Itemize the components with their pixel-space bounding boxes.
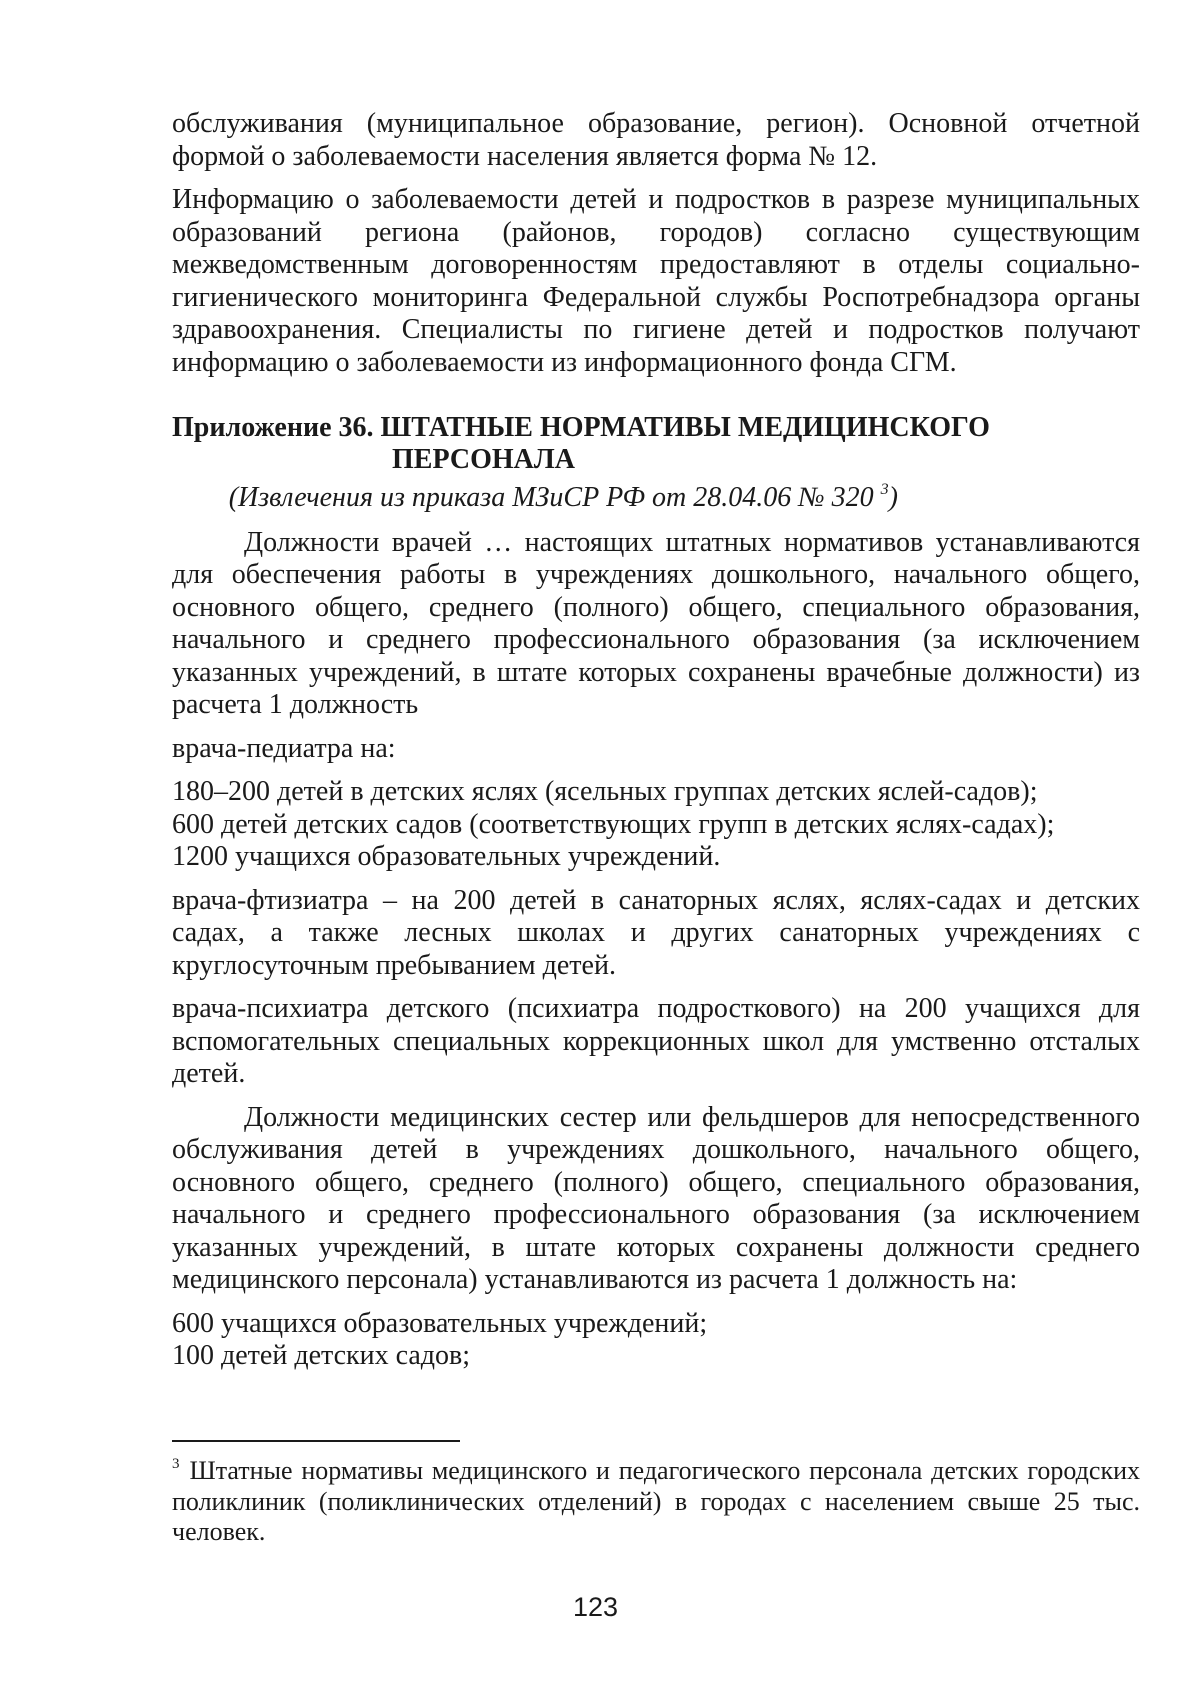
footnote-separator	[172, 1440, 460, 1442]
page-number: 123	[572, 1592, 619, 1622]
list-item: 600 учащихся образовательных учреждений;	[172, 1307, 708, 1339]
nurses-list	[172, 1308, 1140, 1373]
pediatrician-list	[172, 776, 1140, 874]
doctors-intro-paragraph: Должности врачей … настоящих штатных нормативов устанавливаются для обеспечения работы в учреждениях дошкольного, начального общего, основного общего, среднего (полного) общего, специального образования, начального и среднего профессионального образования (за исключением указанных учреждений, в штате которых сохранены врачебные должности) из расчета 1 должность	[172, 526, 1140, 720]
psychiatrist-paragraph: врача-психиатра детского (психиатра подросткового) на 200 учащихся для вспомогательных специальных коррекционных школ для умственно отсталых детей.	[172, 993, 1140, 1089]
footnote-mark: 3	[172, 1456, 180, 1472]
nurses-intro-paragraph: Должности медицинских сестер или фельдшеров для непосредственного обслуживания детей в учреждениях дошкольного, начального общего, основного общего, среднего (полного) общего, специального образования, начального и среднего профессионального образования (за исключением указанных учреждений, в штате которых сохранены должности среднего медицинского персонала) устанавливаются из расчета 1 должность на:	[172, 1101, 1140, 1295]
footnote	[172, 1456, 1140, 1548]
document-body	[172, 108, 1140, 1384]
appendix-heading-line1: Приложение 36. ШТАТНЫЕ НОРМАТИВЫ МЕДИЦИНСКОГО	[172, 412, 990, 443]
source-citation	[172, 482, 1140, 515]
list-item: 100 детей детских садов;	[172, 1340, 471, 1371]
list-item: 180–200 детей в детских яслях (ясельных группах детских яслей-садов);	[172, 776, 1038, 807]
source-citation-text: (Извлечения из приказа МЗиСР РФ от 28.04.06 № 320	[228, 482, 881, 513]
footnote-reference: 3	[880, 481, 889, 498]
pediatrician-label: врача-педиатра на:	[172, 732, 396, 764]
list-item: 1200 учащихся образовательных учреждений.	[172, 841, 721, 872]
footnote-text: Штатные нормативы медицинского и педагогического персонала детских городских поликлиник (поликлинических отделений) в городах с населением свыше 25 тыс. человек.	[172, 1456, 1140, 1546]
phthisiatrician-paragraph: врача-фтизиатра – на 200 детей в санаторных яслях, яслях-садах и детских садах, а также лесных школах и других санаторных учреждениях с круглосуточным пребыванием детей.	[172, 884, 1140, 981]
source-citation-close: )	[888, 482, 898, 513]
paragraph-continuation: обслуживания (муниципальное образование, регион). Основной отчетной формой о заболеваемости населения является форма № 12.	[172, 108, 1140, 172]
appendix-heading	[172, 412, 1140, 476]
appendix-heading-line2: ПЕРСОНАЛА	[392, 444, 575, 475]
paragraph-morbidity-info: Информацию о заболеваемости детей и подростков в разрезе муниципальных образований региона (районов, городов) согласно существующим межведомственным договоренностям предоставляют в отделы социально-гигиенического мониторинга Федеральной службы Роспотребнадзора органы здравоохранения. Специалисты по гигиене детей и подростков получают информацию о заболеваемости из информационного фонда СГМ.	[172, 184, 1140, 378]
list-item: 600 детей детских садов (соответствующих групп в детских яслях-садах);	[172, 808, 1055, 840]
